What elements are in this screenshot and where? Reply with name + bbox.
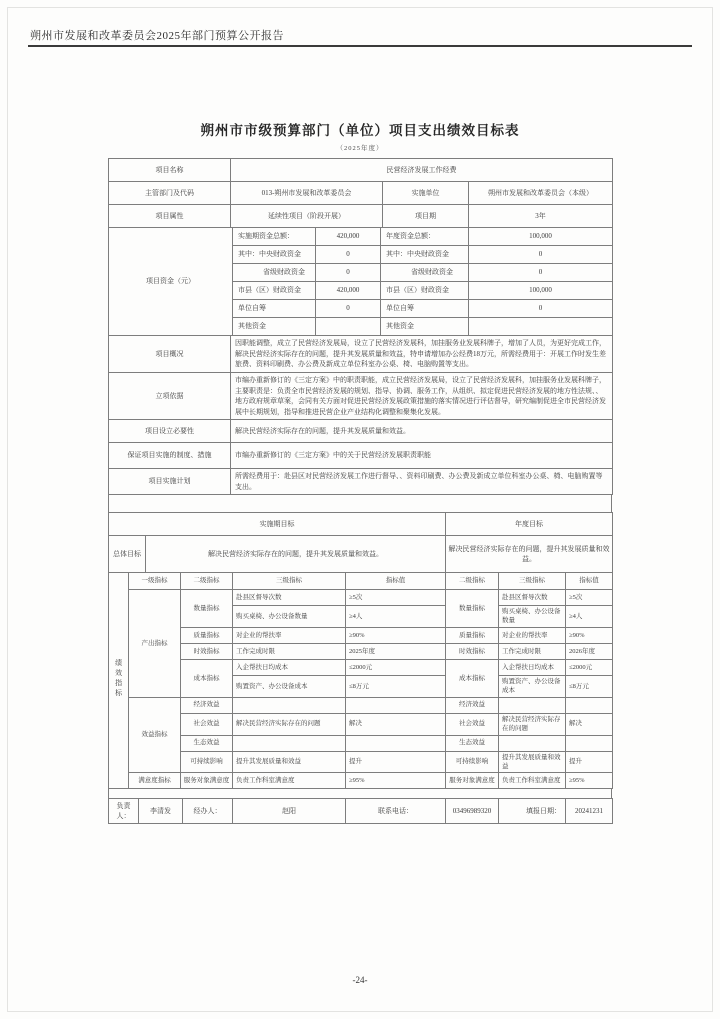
indicator-value: ≥95% [566, 773, 613, 789]
table-row [109, 469, 613, 495]
safeguard-label: 保证项目实施的制度、措施 [109, 443, 231, 469]
overview-label: 项目概况 [109, 336, 231, 373]
funding-label: 年度资金总额： [381, 228, 469, 246]
subcategory-cost: 成本指标 [181, 659, 233, 697]
phone-value: 03496989320 [446, 799, 499, 824]
table-row [109, 713, 613, 735]
indicator-name: 对企业的帮扶率 [499, 627, 566, 643]
dept-value: 013-朔州市发展和改革委员会 [231, 182, 383, 205]
table-row [109, 536, 613, 573]
table-row [109, 659, 613, 675]
table-row [109, 697, 613, 713]
subcategory-quantity: 数量指标 [446, 590, 499, 628]
indicator-value: 提升 [346, 751, 446, 773]
funding-value: 0 [469, 246, 613, 264]
table-row [109, 159, 613, 182]
project-name-label: 项目名称 [109, 159, 231, 182]
manager-name: 李清发 [139, 799, 183, 824]
attr-label: 项目属性 [109, 205, 231, 228]
description-table [108, 335, 613, 495]
subcategory-timeliness: 时效指标 [446, 643, 499, 659]
subcategory-sustainable: 可持续影响 [181, 751, 233, 773]
indicator-value: 提升 [566, 751, 613, 773]
impl-period-goal-header: 实施期目标 [109, 513, 446, 536]
manager-label: 负责人： [109, 799, 139, 824]
funding-label: 单位自筹 [381, 300, 469, 318]
header-level2: 二级指标 [446, 573, 499, 590]
funding-value: 100,000 [469, 282, 613, 300]
funding-label: 其他资金 [233, 318, 316, 336]
indicator-name: 购置资产、办公设备成本 [233, 675, 346, 697]
table-row [109, 182, 613, 205]
indicator-name: 赴县区督导次数 [233, 590, 346, 606]
subcategory-economic: 经济效益 [446, 697, 499, 713]
plan-text: 所需经费用于：赴县区对民营经济发展工作进行督导、、资料印刷费、办公费及新成立单位科室办公桌、椅、电脑购置等支出。 [231, 469, 613, 495]
indicator-name [499, 697, 566, 713]
indicator-value: 2025年度 [346, 643, 446, 659]
indicator-name: 赴县区督导次数 [499, 590, 566, 606]
indicator-value: ≤8万元 [346, 675, 446, 697]
document-title: 朔州市市级预算部门（单位）项目支出绩效目标表 [200, 123, 520, 138]
indicator-value: ≥4人 [346, 606, 446, 628]
indicator-name: 入企帮扶日均成本 [499, 659, 566, 675]
indicator-name: 负责工作科室满意度 [233, 773, 346, 789]
indicator-name: 提升其发展质量和效益 [233, 751, 346, 773]
funding-value: 0 [316, 246, 381, 264]
indicator-name: 工作完成时限 [499, 643, 566, 659]
subcategory-quality: 质量指标 [446, 627, 499, 643]
handler-name: 赵阳 [233, 799, 346, 824]
basis-text: 市编办重新修订的《三定方案》中的职责职能，成立民营经济发展局，设立了民营经济发展科，加挂服务业发展科牌子，主要职责是：负责全市民营经济发展的规划、指导、协调、服务工作，从组织、拟定促进民营经济发展的地方性法规、、地方政府规章草案，会同有关方面对促进民营经济发展政策措施的落实情况进行评估督导，研究编制促进全市民营经济发展中长期规划，指导和推进民营企业产业结构化调整和聚集化发展。 [231, 373, 613, 420]
funding-value: 0 [469, 264, 613, 282]
funding-value: 100,000 [469, 228, 613, 246]
subcategory-ecological: 生态效益 [181, 735, 233, 751]
subcategory-social: 社会效益 [446, 713, 499, 735]
indicator-value: ≥90% [346, 627, 446, 643]
category-output: 产出指标 [129, 590, 181, 698]
phone-label: 联系电话： [346, 799, 446, 824]
header-value: 指标值 [346, 573, 446, 590]
impl-unit-value: 朔州市发展和改革委员会（本级） [469, 182, 613, 205]
header-value: 指标值 [566, 573, 613, 590]
indicator-name: 购置资产、办公设备成本 [499, 675, 566, 697]
category-benefit: 效益指标 [129, 697, 181, 773]
table-row [109, 513, 613, 536]
category-satisfaction: 满意度指标 [129, 773, 181, 789]
attr-value: 延续性项目（阶段开展） [231, 205, 383, 228]
table-row [109, 373, 613, 420]
indicators-table [108, 572, 613, 789]
subcategory-service: 服务对象满意度 [181, 773, 233, 789]
basis-label: 立项依据 [109, 373, 231, 420]
subcategory-ecological: 生态效益 [446, 735, 499, 751]
indicator-name: 提升其发展质量和效益 [499, 751, 566, 773]
funding-label: 其中：中央财政资金 [233, 246, 316, 264]
header-level2: 二级指标 [181, 573, 233, 590]
table-row [109, 590, 613, 606]
indicator-name: 购买桌椅、办公设备数量 [499, 606, 566, 628]
funding-value: 420,000 [316, 282, 381, 300]
report-header: 朔州市发展和改革委员会2025年部门预算公开报告 [30, 30, 284, 42]
project-name-value: 民营经济发展工作经费 [231, 159, 613, 182]
dept-label: 主管部门及代码 [109, 182, 231, 205]
table-row [109, 443, 613, 469]
funding-value [469, 318, 613, 336]
subcategory-timeliness: 时效指标 [181, 643, 233, 659]
annual-goal-header: 年度目标 [446, 513, 613, 536]
indicators-side-label-text: 绩效指标 [114, 658, 123, 699]
indicator-name: 解决民营经济实际存在的问题 [233, 713, 346, 735]
safeguard-text: 市编办重新修订的《三定方案》中的关于民营经济发展职责职能 [231, 443, 613, 469]
indicator-value: ≤2000元 [346, 659, 446, 675]
funding-value [316, 318, 381, 336]
indicator-value: ≥4人 [566, 606, 613, 628]
table-row [109, 627, 613, 643]
indicator-name: 工作完成时限 [233, 643, 346, 659]
indicator-value: ≥95% [346, 773, 446, 789]
signature-table [108, 798, 613, 824]
funding-value: 0 [316, 300, 381, 318]
indicator-value [346, 735, 446, 751]
overview-text: 因职能调整，成立了民营经济发展局，设立了民营经济发展科，加挂服务业发展科牌子，增加了人员，为更好完成工作，解决民营经济实际存在的问题，提升其发展质量和效益，特申请增加办公经费18万元，所需经费用于：开展工作时发生差旅费、资料印刷费、办公费及新成立单位科室办公桌、椅、电脑购置等支出。 [231, 336, 613, 373]
funding-label: 省级财政资金 [381, 264, 469, 282]
funding-label: 单位自筹 [233, 300, 316, 318]
table-row [109, 773, 613, 789]
header-level3: 三级指标 [233, 573, 346, 590]
funding-label: 其他资金 [381, 318, 469, 336]
annual-goal-text: 解决民营经济实际存在的问题，提升其发展质量和效益。 [446, 536, 613, 573]
indicator-value: ≤8万元 [566, 675, 613, 697]
indicator-value: ≥90% [566, 627, 613, 643]
date-label: 填报日期： [499, 799, 566, 824]
funding-section-label: 项目资金（元） [109, 228, 233, 336]
indicator-value [566, 697, 613, 713]
indicator-name: 入企帮扶日均成本 [233, 659, 346, 675]
date-value: 20241231 [566, 799, 613, 824]
funding-label: 省级财政资金 [233, 264, 316, 282]
section-spacer [108, 494, 612, 513]
basic-info-table [108, 158, 613, 228]
subcategory-quality: 质量指标 [181, 627, 233, 643]
table-row [109, 228, 613, 246]
indicator-value: ≥5次 [346, 590, 446, 606]
handler-label: 经办人： [183, 799, 233, 824]
indicators-side-label [109, 573, 129, 789]
necessity-text: 解决民营经济实际存在的问题，提升其发展质量和效益。 [231, 420, 613, 443]
funding-table [108, 227, 613, 336]
table-row [109, 643, 613, 659]
funding-label: 市县（区）财政资金 [233, 282, 316, 300]
period-value: 3年 [469, 205, 613, 228]
indicator-value: 2026年度 [566, 643, 613, 659]
funding-label: 市县（区）财政资金 [381, 282, 469, 300]
header-level3: 三级指标 [499, 573, 566, 590]
table-row [109, 573, 613, 590]
indicator-value: ≤2000元 [566, 659, 613, 675]
funding-value: 0 [469, 300, 613, 318]
table-row [109, 336, 613, 373]
table-row [109, 420, 613, 443]
indicator-name: 对企业的帮扶率 [233, 627, 346, 643]
goals-table [108, 512, 613, 573]
indicator-value: 解决 [566, 713, 613, 735]
funding-label: 其中：中央财政资金 [381, 246, 469, 264]
subcategory-sustainable: 可持续影响 [446, 751, 499, 773]
table-row [109, 799, 613, 824]
indicator-value: ≥5次 [566, 590, 613, 606]
indicator-name: 购买桌椅、办公设备数量 [233, 606, 346, 628]
indicator-name [233, 697, 346, 713]
indicator-value [566, 735, 613, 751]
funding-value: 0 [316, 264, 381, 282]
impl-period-goal-text: 解决民营经济实际存在的问题，提升其发展质量和效益。 [146, 536, 446, 573]
necessity-label: 项目设立必要性 [109, 420, 231, 443]
overall-goal-label: 总体目标 [109, 536, 146, 573]
indicator-name [233, 735, 346, 751]
header-divider [28, 45, 692, 47]
indicator-name: 解决民营经济实际存在的问题 [499, 713, 566, 735]
subcategory-cost: 成本指标 [446, 659, 499, 697]
performance-target-table [108, 158, 612, 824]
header-level1: 一级指标 [129, 573, 181, 590]
indicator-name [499, 735, 566, 751]
plan-label: 项目实施计划 [109, 469, 231, 495]
table-row [109, 205, 613, 228]
subcategory-quantity: 数量指标 [181, 590, 233, 628]
indicator-name: 负责工作科室满意度 [499, 773, 566, 789]
document-subtitle: （2025年度） [336, 145, 384, 152]
table-row [109, 751, 613, 773]
subcategory-economic: 经济效益 [181, 697, 233, 713]
indicator-value: 解决 [346, 713, 446, 735]
funding-label: 实施期资金总额： [233, 228, 316, 246]
impl-unit-label: 实施单位 [383, 182, 469, 205]
period-label: 项目期 [383, 205, 469, 228]
page-number: -24- [352, 975, 368, 985]
table-row [109, 735, 613, 751]
subcategory-service: 服务对象满意度 [446, 773, 499, 789]
funding-value: 420,000 [316, 228, 381, 246]
subcategory-social: 社会效益 [181, 713, 233, 735]
indicator-value [346, 697, 446, 713]
